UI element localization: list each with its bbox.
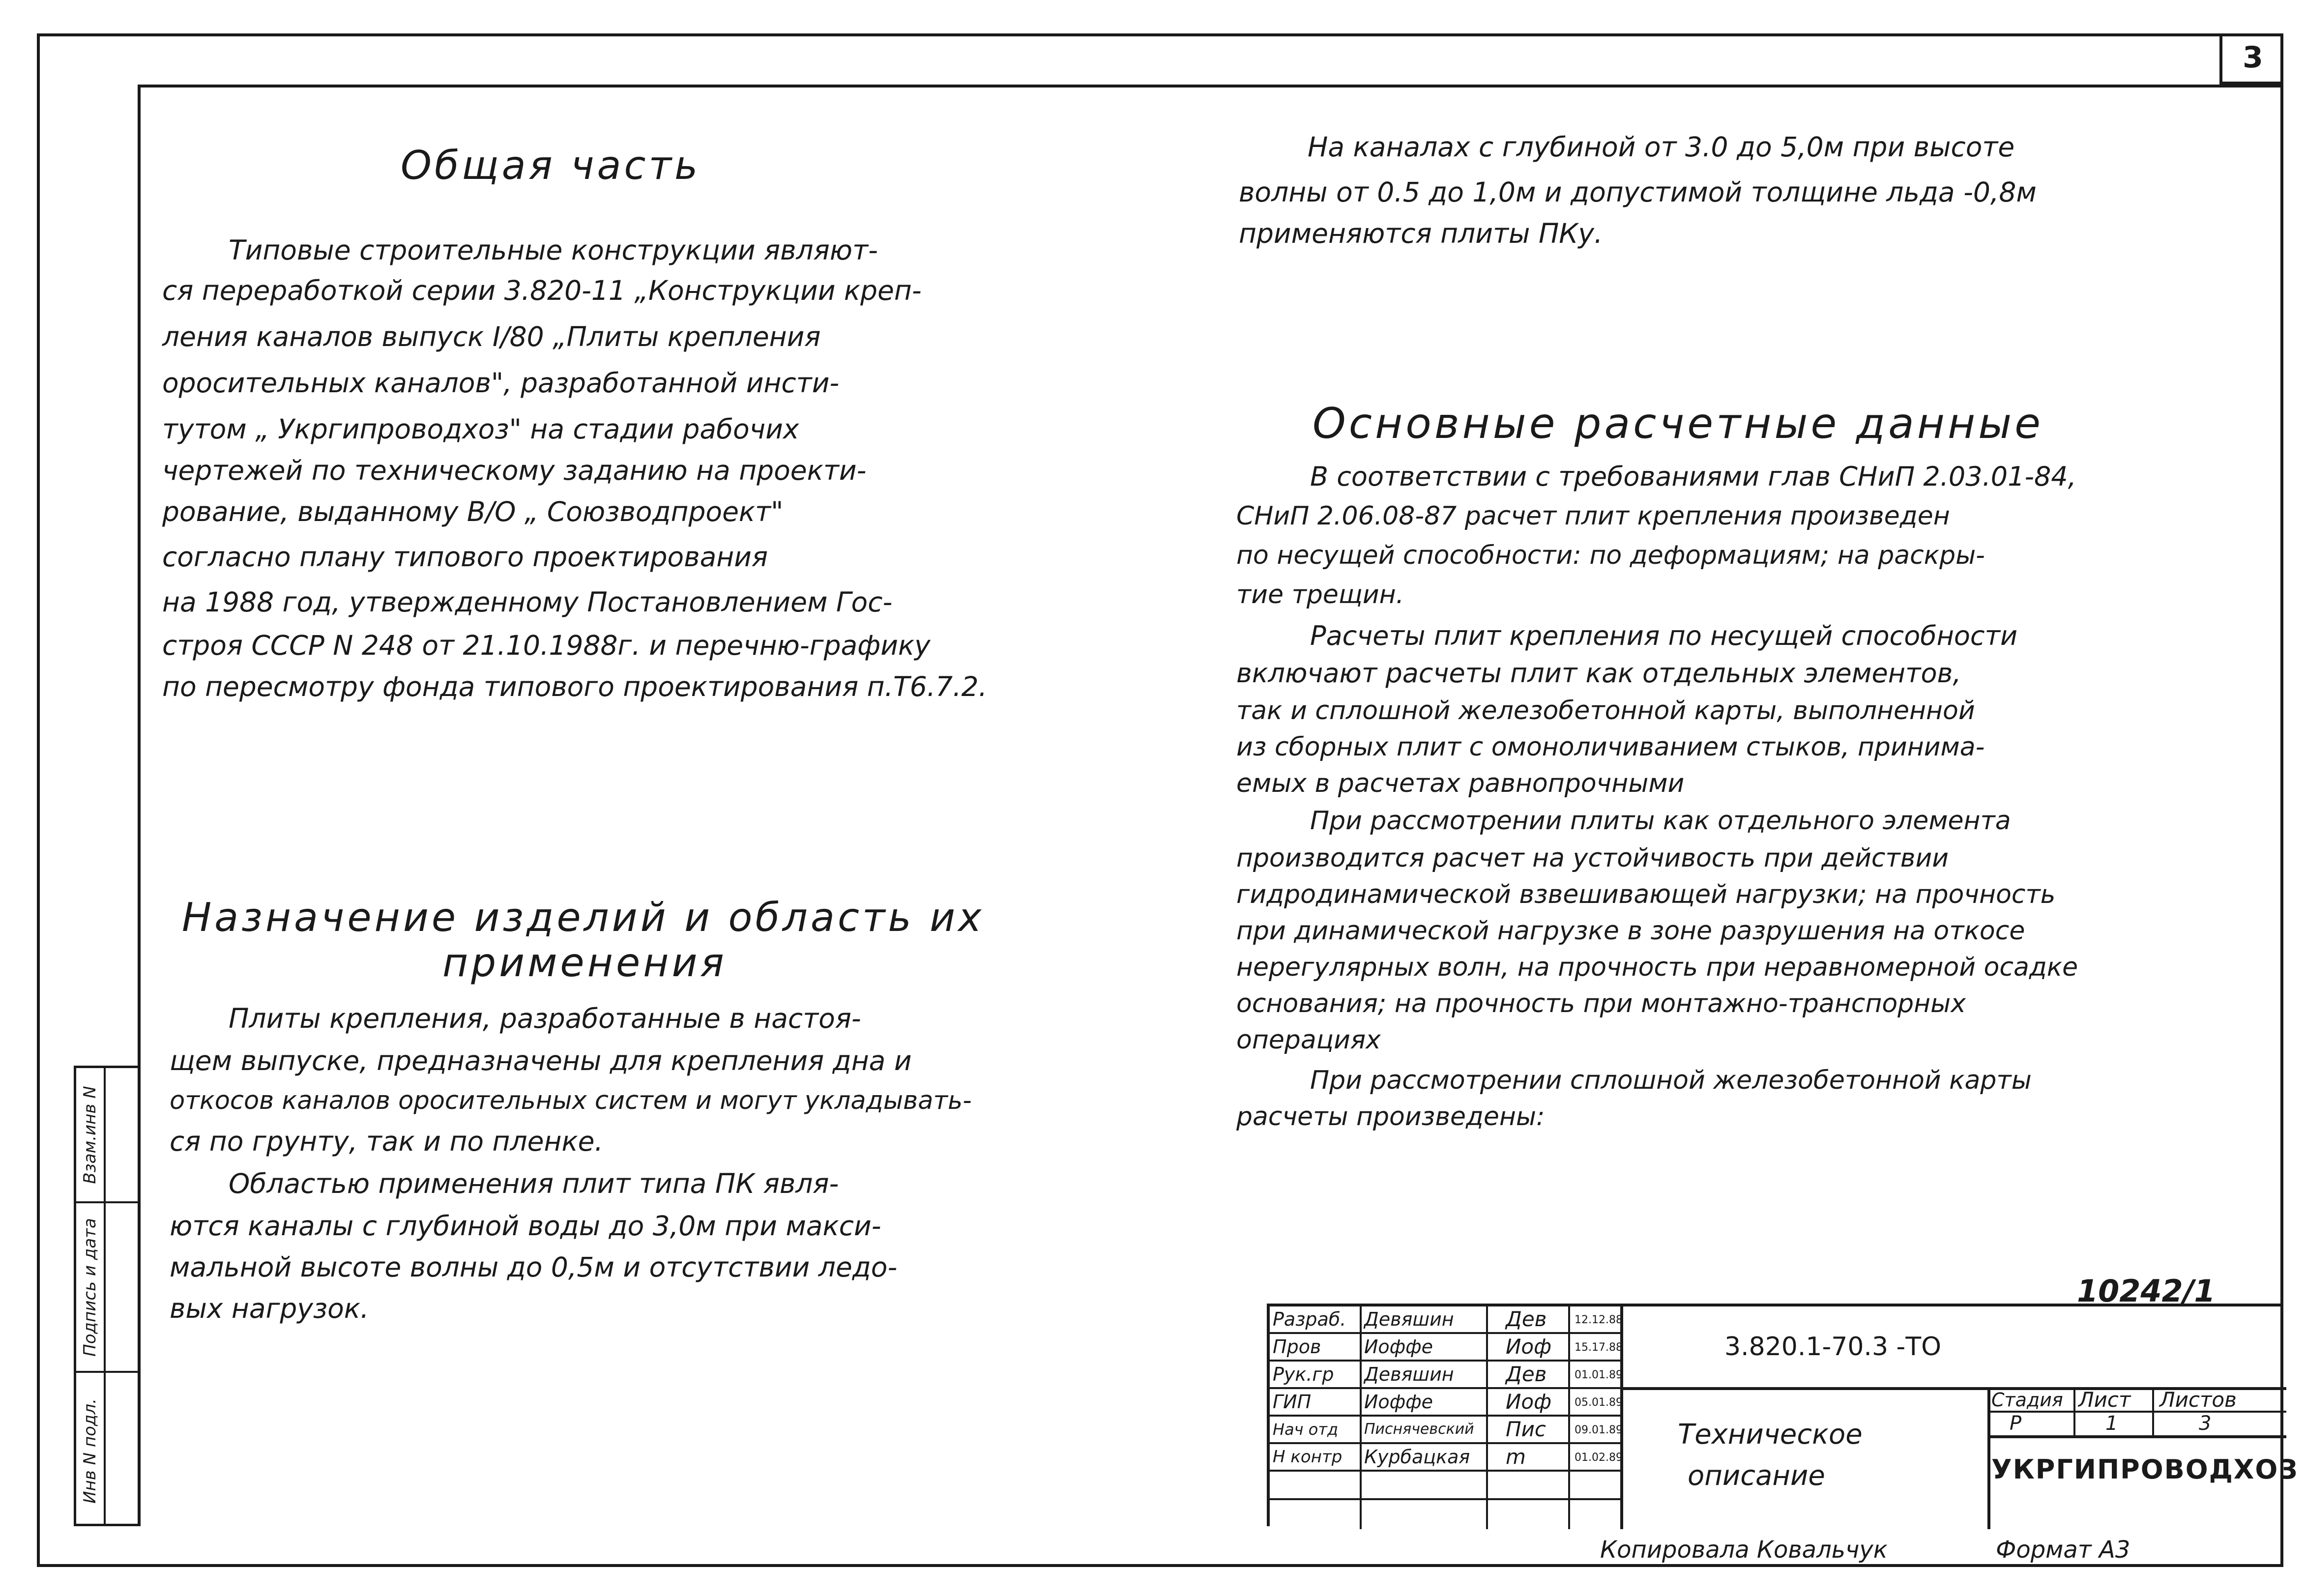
signature-cell: m <box>1506 1445 1526 1469</box>
name-cell: Девяшин <box>1364 1308 1454 1330</box>
heading-purpose: Назначение изделий и область их <box>182 895 985 940</box>
sheet-value: 1 <box>2105 1412 2118 1435</box>
side-cell <box>76 1068 104 1203</box>
paper-format: Формат А3 <box>1996 1536 2130 1564</box>
text-line: ся переработкой серии 3.820-11 „Конструкции креп- <box>162 275 922 306</box>
sheets-value: 3 <box>2199 1412 2212 1435</box>
name-cell: Иоффе <box>1364 1336 1433 1358</box>
date-cell: 01.01.89 <box>1575 1369 1623 1381</box>
text-line: щем выпуске, предназначены для крепления дна и <box>170 1045 912 1076</box>
text-line: по несущей способности: по деформациям; на раскры- <box>1236 541 1985 570</box>
text-line: Расчеты плит крепления по несущей способности <box>1310 620 2018 651</box>
text-line: нерегулярных волн, на прочность при неравномерной осадке <box>1236 953 2078 982</box>
name-cell: Иоффе <box>1364 1391 1433 1413</box>
grid-line <box>1270 1415 1620 1417</box>
role-cell: Нач отд <box>1273 1420 1339 1439</box>
sheet-header: Лист <box>2078 1388 2131 1412</box>
text-line: ются каналы с глубиной воды до 3,0м при макси- <box>170 1210 881 1242</box>
heading-calc-data: Основные расчетные данные <box>1313 399 2044 448</box>
purpose-section-text <box>170 1000 972 1327</box>
sheet-number: 3 <box>2219 33 2283 85</box>
signature-cell: Пис <box>1506 1417 1546 1441</box>
organization-name: УКРГИПРОВОДХОЗ <box>1991 1454 2299 1485</box>
signature-cell: Иоф <box>1506 1390 1552 1414</box>
text-line: ления каналов выпуск I/80 „Плиты крепления <box>162 321 821 352</box>
calc-section-text <box>1236 460 2078 1134</box>
role-cell: ГИП <box>1273 1391 1312 1413</box>
text-line: из сборных плит с омоноличиванием стыков, принима- <box>1236 732 1985 762</box>
copied-by: Копировала Ковальчук <box>1600 1536 1888 1564</box>
grid-line <box>1987 1435 2286 1438</box>
title-block <box>1267 1304 2299 1526</box>
text-line: волны от 0.5 до 1,0м и допустимой толщине льда -0,8м <box>1239 176 2037 208</box>
text-line: Плиты крепления, разработанные в настоя- <box>229 1003 861 1034</box>
role-cell: Рук.гр <box>1273 1364 1334 1385</box>
grid-line <box>1270 1470 1620 1472</box>
text-line: оросительных каналов", разработанной инсти- <box>162 367 840 399</box>
text-line: на 1988 год, утвержденному Постановлением Гос- <box>162 586 893 618</box>
text-line: тие трещин. <box>1236 580 1404 609</box>
text-line: СНиП 2.06.08-87 расчет плит крепления произведен <box>1236 501 1950 531</box>
side-label-column <box>76 1068 106 1524</box>
grid-line <box>1360 1306 1362 1529</box>
name-cell: Курбацкая <box>1364 1446 1470 1468</box>
role-cell: Пров <box>1273 1336 1321 1358</box>
grid-line <box>2152 1387 2154 1435</box>
text-line: тутом „ Укргипроводхоз" на стадии рабочих <box>162 413 799 445</box>
grid-line <box>2073 1387 2075 1435</box>
text-line: ся по грунту, так и по пленке. <box>170 1126 603 1157</box>
side-cell <box>106 1203 140 1373</box>
side-cell <box>76 1203 104 1373</box>
stage-header: Стадия <box>1991 1389 2063 1411</box>
name-cell: Писнячевский <box>1364 1421 1474 1438</box>
side-label-replacement: Взам.инв N <box>80 1085 100 1184</box>
text-line: по пересмотру фонда типового проектирования п.Т6.7.2. <box>162 671 988 702</box>
heading-purpose-continued: применения <box>442 940 727 986</box>
text-line: Типовые строительные конструкции являют- <box>229 234 878 266</box>
date-cell: 01.02.89 <box>1575 1451 1623 1464</box>
role-cell: Н контр <box>1273 1447 1342 1467</box>
text-line: строя СССР N 248 от 21.10.1988г. и перечню-графику <box>162 630 931 661</box>
sheets-header: Листов <box>2159 1388 2237 1412</box>
grid-line <box>1270 1332 1620 1334</box>
text-line: При рассмотрении плиты как отдельного элемента <box>1310 806 2011 836</box>
text-line: операциях <box>1236 1025 1381 1055</box>
signature-cell: Дев <box>1506 1307 1547 1331</box>
grid-line <box>1270 1387 1620 1389</box>
document-title-continued: описание <box>1688 1460 1825 1492</box>
channel-depth-text <box>1239 129 2037 252</box>
date-cell: 09.01.89 <box>1575 1424 1623 1436</box>
grid-line <box>1270 1360 1620 1362</box>
text-line: гидродинамической взвешивающей нагрузки; на прочность <box>1236 880 2056 909</box>
text-line: производится расчет на устойчивость при действии <box>1236 843 1949 873</box>
side-stamp-strip <box>74 1066 138 1526</box>
grid-line <box>1486 1306 1488 1529</box>
text-line: включают расчеты плит как отдельных элементов, <box>1236 658 1961 689</box>
text-line: откосов каналов оросительных систем и могут укладывать- <box>170 1086 972 1115</box>
date-cell: 15.17.88 <box>1575 1341 1623 1354</box>
stage-value: Р <box>2010 1412 2022 1435</box>
side-cell <box>76 1373 104 1529</box>
general-section-text <box>162 232 987 705</box>
text-line: мальной высоте волны до 0,5м и отсутствии ледо- <box>170 1251 898 1283</box>
role-cell: Разраб. <box>1273 1308 1346 1330</box>
text-line: чертежей по техническому заданию на проекти- <box>162 455 867 486</box>
text-line: емых в расчетах равнопрочными <box>1236 769 1685 798</box>
grid-line <box>1987 1387 1990 1529</box>
grid-line <box>1270 1498 1620 1500</box>
side-label-inventory: Инв N подл. <box>80 1398 100 1504</box>
heading-general: Общая часть <box>401 143 701 188</box>
text-line: Областью применения плит типа ПК явля- <box>229 1168 839 1199</box>
text-line: при динамической нагрузке в зоне разрушения на откосе <box>1236 916 2025 946</box>
document-title: Техническое <box>1678 1419 1863 1451</box>
side-label-signature-date: Подпись и дата <box>80 1218 100 1357</box>
text-line: вых нагрузок. <box>170 1293 369 1324</box>
grid-line <box>1270 1442 1620 1444</box>
signature-cell: Иоф <box>1506 1335 1552 1359</box>
date-cell: 12.12.88 <box>1575 1314 1623 1326</box>
signature-cell: Дев <box>1506 1362 1547 1386</box>
inventory-number: 10242/1 <box>2077 1273 2216 1309</box>
text-line: применяются плиты ПКу. <box>1239 218 1603 249</box>
text-line: согласно плану типового проектирования <box>162 541 768 573</box>
text-line: так и сплошной железобетонной карты, выполненной <box>1236 696 1975 725</box>
grid-line <box>1568 1306 1570 1529</box>
text-line: На каналах с глубиной от 3.0 до 5,0м при высоте <box>1308 131 2015 163</box>
text-line: При рассмотрении сплошной железобетонной карты <box>1310 1066 2032 1095</box>
text-line: расчеты произведены: <box>1236 1102 1545 1132</box>
text-line: рование, выданному В/О „ Союзводпроект" <box>162 496 784 527</box>
date-cell: 05.01.89 <box>1575 1396 1623 1409</box>
name-cell: Девяшин <box>1364 1364 1454 1385</box>
side-cell <box>106 1068 140 1203</box>
grid-line <box>1987 1411 2286 1413</box>
text-line: основания; на прочность при монтажно-транспорных <box>1236 989 1966 1018</box>
document-designation: 3.820.1-70.3 -ТО <box>1724 1332 1942 1362</box>
side-value-column <box>106 1068 140 1524</box>
text-line: В соответствии с требованиями глав СНиП 2.03.01-84, <box>1310 461 2076 492</box>
